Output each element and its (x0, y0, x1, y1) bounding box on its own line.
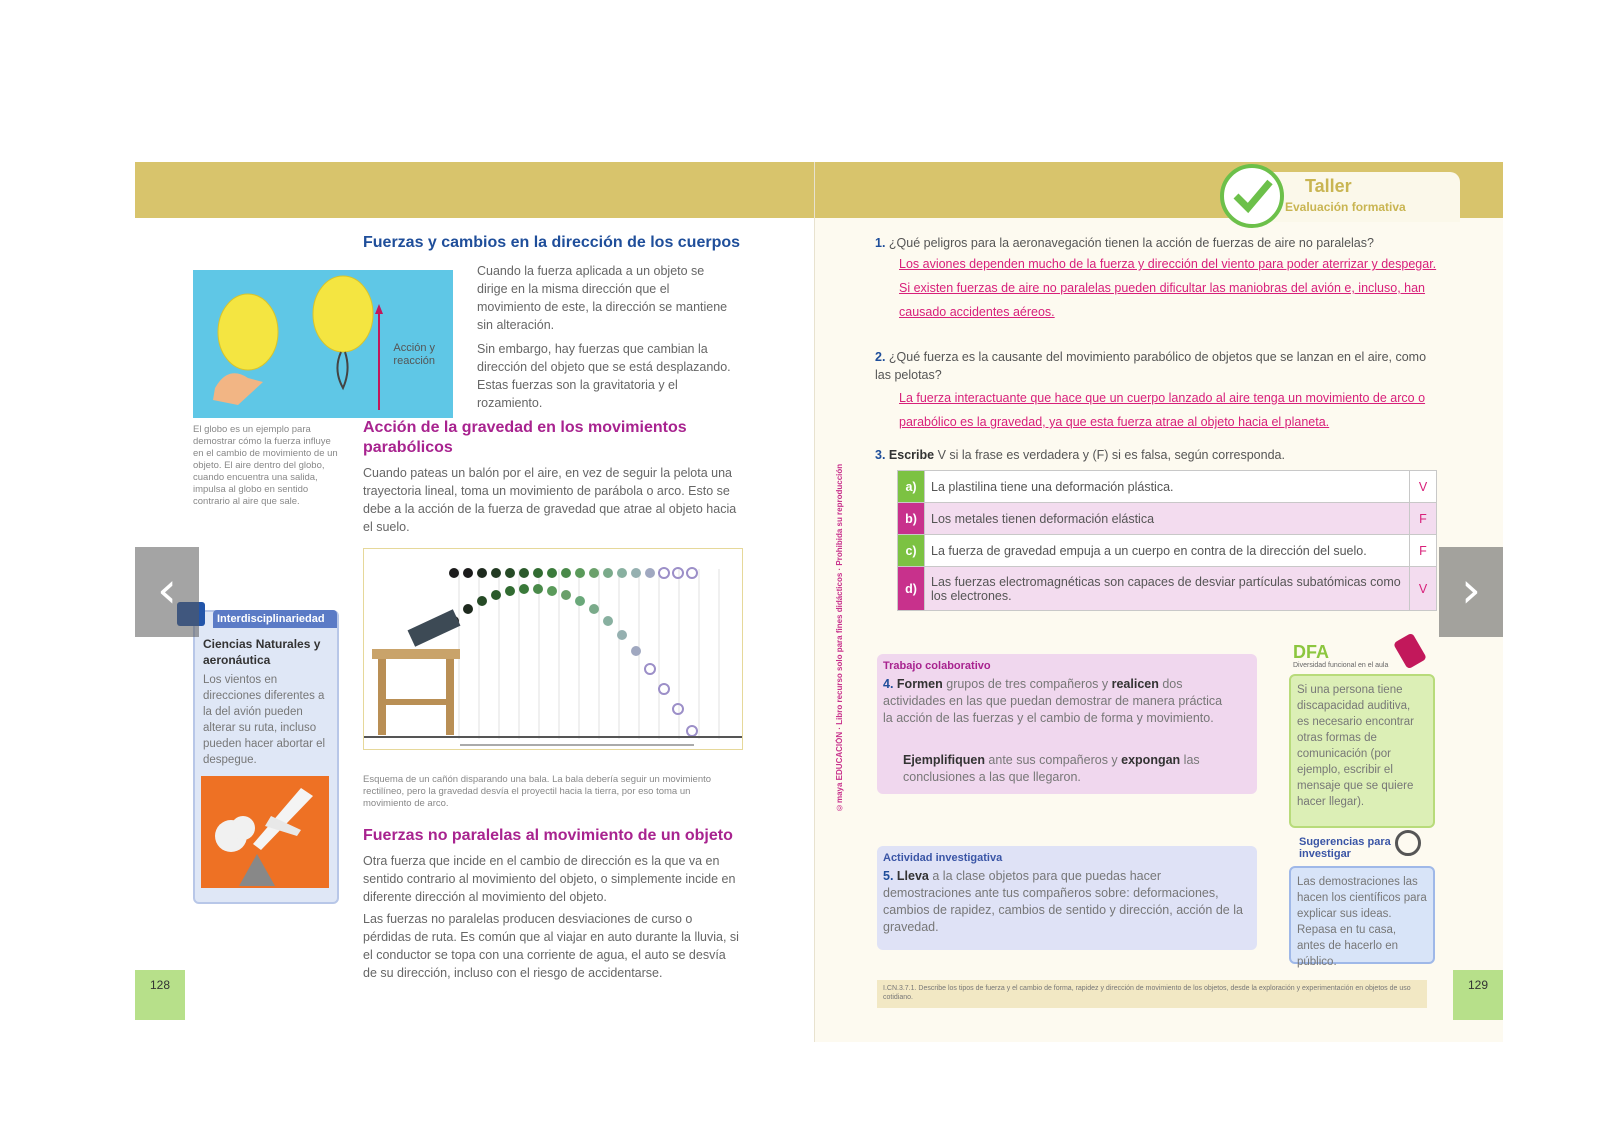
tf-row-c (898, 535, 1437, 567)
q1-text: ¿Qué peligros para la aeronavegación tienen la acción de fuerzas de aire no paralelas? (888, 236, 1374, 250)
q1-answer[interactable]: Los aviones dependen mucho de la fuerza y dirección del viento para poder aterrizar y despegar. Si existen fuerzas de aire no paralelas pueden dificultar las maniobras del avión e, incluso, han causado accidentes aéreos. (899, 257, 1437, 319)
q4-t3: ante sus compañeros y (984, 753, 1122, 767)
actividad-tag: Actividad investigativa (883, 852, 1003, 864)
paragraph-1: Cuando la fuerza aplicada a un objeto se dirige en la misma dirección que el movimiento de este, la dirección se mantiene sin alteración. (477, 264, 728, 332)
dfa-subtitle: Diversidad funcional en el aula (1293, 662, 1389, 669)
tf-text-d: Las fuerzas electromagnéticas son capaces de desviar partículas subatómicas como los electrones. (925, 567, 1410, 611)
left-page (135, 162, 814, 1042)
cannon-caption: Esquema de un cañón disparando una bala. La bala debería seguir un movimiento rectilíneo, pero la gravedad desvía el proyectil hacia la tierra, por eso toma un movimiento de arco. (363, 774, 712, 809)
q5-text (883, 868, 1243, 936)
paragraph-4: Otra fuerza que incide en el cambio de dirección es la que va en sentido contrario al movimiento del objeto, o simplemente incide en diferente dirección al movimiento del objeto. (363, 854, 736, 904)
q1-number: 1. (875, 236, 886, 250)
balloon-caption: El globo es un ejemplo para demostrar cómo la fuerza influye en el cambio de movimiento de un objeto. El aire dentro del globo, cuando encuentra una salida, impulsa al globo en sentido contrario al aire que sale. (193, 424, 338, 507)
dfa-text: Si una persona tiene discapacidad auditiva, es necesario encontrar otras formas de comunicación (por ejemplo, escribir el mensaje que se quiere hacer llegar). (1297, 684, 1414, 808)
paragraph-5: Las fuerzas no paralelas producen desviaciones de curso o pérdidas de ruta. Es común que al viajar en auto durante la lluvia, si el conductor se topa con una corriente de agua, el auto se desvía de su dirección, incluso con el riesgo de accidentarse. (363, 912, 739, 980)
tf-answer-b[interactable]: F (1410, 503, 1437, 535)
tf-answer-d[interactable]: V (1410, 567, 1437, 611)
dfa-title: DFA (1293, 642, 1329, 662)
tf-text-a: La plastilina tiene una deformación plástica. (925, 471, 1410, 503)
footer-text: I.CN.3.7.1. Describe los tipos de fuerza y el cambio de forma, rapidez y dirección de movimiento de los objetos, desde la exploración y experimentación en objetos de uso cotidiano. (883, 985, 1411, 1001)
question-3 (875, 446, 1435, 464)
right-page (815, 162, 1503, 1042)
interdisc-title: Ciencias Naturales y aeronáutica (203, 637, 321, 667)
dfa-box (1289, 674, 1435, 828)
balloon-label: Acción y reacción (393, 342, 435, 367)
q4-t4: las conclusiones a las que llegaron. (903, 753, 1200, 784)
q3-bold: Escribe (888, 448, 935, 462)
q2-answer[interactable]: La fuerza interactuante que hace que un cuerpo lanzado al aire tenga un movimiento de arco o parabólico es la gravedad, ya que esta fuerza atrae al objeto hacia el planeta. (899, 391, 1426, 429)
q3-number: 3. (875, 448, 886, 462)
tf-text-c: La fuerza de gravedad empuja a un cuerpo en contra de la dirección del suelo. (925, 535, 1410, 567)
q5-b1: Lleva (896, 869, 929, 883)
trabajo-colaborativo-box (877, 654, 1257, 794)
paragraph-3: Cuando pateas un balón por el aire, en vez de seguir la pelota una trayectoria lineal, toma un movimiento de parábola o arco. Esto se debe a la acción de la fuerza de gravedad que atrae al objeto hacia el suelo. (363, 466, 737, 534)
tf-letter-a: a) (898, 471, 925, 503)
actividad-investigativa-box (877, 846, 1257, 950)
footer-bar (877, 980, 1427, 1008)
tf-row-b (898, 503, 1437, 535)
tf-letter-d: d) (898, 567, 925, 611)
section-title-fuerzas: Fuerzas y cambios en la dirección de los cuerpos (363, 234, 741, 251)
taller-subtitle: Evaluación formativa (1285, 200, 1406, 214)
checkmark-icon (1220, 164, 1284, 228)
vertical-copyright: ©maya EDUCACIÓN · Libro recurso solo para fines didácticos · Prohibida su reproducción (835, 463, 844, 812)
prev-page-button[interactable] (135, 547, 199, 637)
question-2 (875, 348, 1435, 384)
chevron-left-icon: ‹ (157, 561, 177, 619)
question-1 (875, 234, 1435, 252)
left-header-band (135, 162, 814, 218)
q2-number: 2. (875, 350, 886, 364)
q4-t2: dos actividades en las que puedan demostrar de manera práctica la acción de las fuerzas y el cambio de forma y movimiento. (883, 677, 1223, 725)
q5-number: 5. (883, 869, 894, 883)
tf-answer-a[interactable]: V (1410, 471, 1437, 503)
cannon-svg (364, 549, 742, 749)
tf-answer-c[interactable]: F (1410, 535, 1437, 567)
taller-title: Taller (1305, 176, 1352, 196)
q4-b4: expongan (1121, 753, 1181, 767)
tf-row-a (898, 471, 1437, 503)
sugerencias-title: Sugerencias para investigar (1299, 836, 1391, 860)
section-title-gravedad: Acción de la gravedad en los movimientos parabólicos (363, 419, 687, 456)
sugerencias-box (1289, 866, 1435, 968)
q4-b1: Formen (896, 677, 943, 691)
airplane-svg (201, 776, 329, 888)
page-number-right: 129 (1453, 970, 1503, 1020)
magnifier-icon (1395, 830, 1421, 856)
q4-text-2 (903, 752, 1233, 786)
cannon-diagram (363, 548, 743, 750)
tf-row-d (898, 567, 1437, 611)
interdisc-text: Los vientos en direcciones diferentes a la del avión pueden alterar su ruta, incluso pueden hacer abortar el despegue. (203, 674, 326, 766)
page-number-left: 128 (135, 970, 185, 1020)
q4-b2: realicen (1111, 677, 1159, 691)
tf-letter-b: b) (898, 503, 925, 535)
q5-t1: a la clase objetos para que puedas hacer demostraciones ante tus compañeros sobre: deformaciones, cambios de rapidez, cambios de sentido y dirección, acción de la gravedad. (883, 869, 1243, 934)
q3-text: V si la frase es verdadera y (F) si es falsa, según corresponda. (934, 448, 1285, 462)
true-false-table (897, 470, 1437, 611)
chevron-right-icon: › (1461, 561, 1481, 619)
q4-text (883, 676, 1223, 727)
sugerencias-text: Las demostraciones las hacen los científicos para explicar sus ideas. Repasa en tu casa, antes de hacerlo en público. (1297, 876, 1427, 968)
section-title-no-paralelas: Fuerzas no paralelas al movimiento de un objeto (363, 827, 733, 844)
q4-t1: grupos de tres compañeros y (942, 677, 1112, 691)
tf-letter-c: c) (898, 535, 925, 567)
q4-number: 4. (883, 677, 894, 691)
interdisc-box (193, 610, 339, 904)
airplane-image (201, 776, 329, 888)
paragraph-2: Sin embargo, hay fuerzas que cambian la dirección del objeto que se está desplazando. Estas fuerzas son la gravitatoria y el rozamiento. (477, 342, 731, 410)
q2-text: ¿Qué fuerza es la causante del movimiento parabólico de objetos que se lanzan en el aire, como las pelotas? (875, 350, 1427, 382)
tf-text-b: Los metales tienen deformación elástica (925, 503, 1410, 535)
q4-b3: Ejemplifiquen (903, 753, 985, 767)
trabajo-tag: Trabajo colaborativo (883, 660, 991, 672)
next-page-button[interactable] (1439, 547, 1503, 637)
interdisc-tag: Interdisciplinariedad (213, 610, 337, 628)
